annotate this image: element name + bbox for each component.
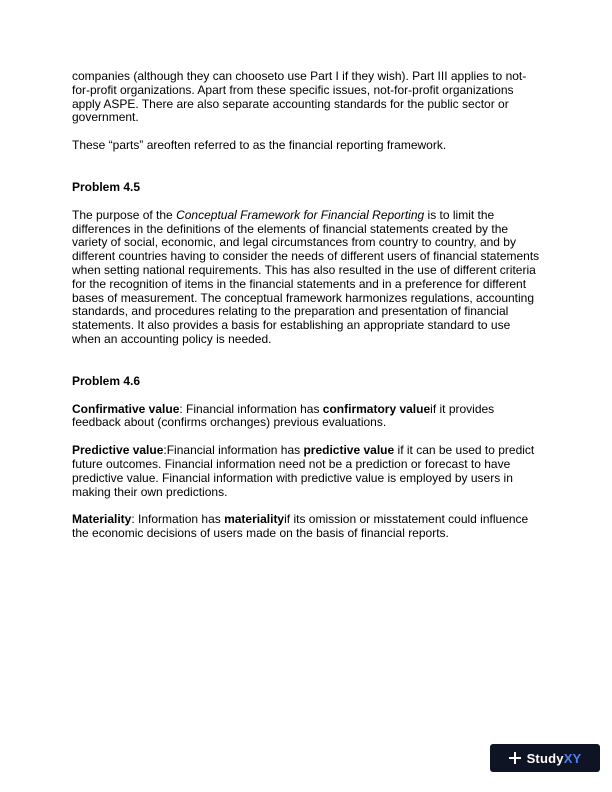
intro-paragraph-2: These “parts” areoften referred to as the financial reporting framework. <box>72 138 447 153</box>
predictive-text-1: :Financial information has <box>163 443 304 458</box>
problem-4-5-heading: Problem 4.5 <box>72 179 141 194</box>
predictive-value-paragraph <box>72 444 540 499</box>
logo-text-main: Study <box>526 750 564 766</box>
predictive-term: Predictive value <box>72 443 164 458</box>
problem-4-5-paragraph <box>72 209 540 347</box>
studyxy-logo <box>490 744 600 772</box>
materiality-text-2: if its omission or misstatement could influence the economic decisions of users made on the basis of financial reports. <box>72 512 529 541</box>
materiality-term: Materiality <box>72 512 132 527</box>
materiality-text-1: : Information has <box>131 512 225 527</box>
confirmative-text-2: if it provides feedback about (confirms orchanges) previous evaluations. <box>72 401 495 430</box>
plus-icon <box>509 752 521 764</box>
confirmative-term: Confirmative value <box>72 401 180 416</box>
confirmative-text-1: : Financial information has <box>179 401 323 416</box>
intro-paragraph-1: companies (although they can chooseto use Part I if they wish). Part III applies to not-for-profit organizations. Apart from these specific issues, not-for-profit organizations apply ASPE. There are also separate accounting standards for the public sector or government. <box>72 69 527 125</box>
logo-text <box>527 751 582 766</box>
problem-4-5-italic-title: Conceptual Framework for Financial Reporting <box>176 207 425 222</box>
document-body <box>72 70 540 541</box>
confirmative-bold: confirmatory value <box>322 401 431 416</box>
problem-4-6-heading: Problem 4.6 <box>72 373 141 388</box>
confirmative-value-paragraph <box>72 403 540 431</box>
predictive-bold: predictive value <box>303 443 395 458</box>
logo-text-accent: XY <box>563 750 582 766</box>
predictive-text-2: if it can be used to predict future outcomes. Financial information need not be a prediction or forecast to have predictive value. Financial information with predictive value is employed by users in making their own predictions. <box>72 443 535 499</box>
problem-4-5-text-before: The purpose of the <box>72 207 177 222</box>
materiality-bold: materiality <box>224 512 285 527</box>
problem-4-5-text-after: is to limit the differences in the definitions of the elements of financial statements created by the variety of social, economic, and legal circumstances from country to country, and by different countries having to consider the needs of different users of financial statements when setting national requirements. This has also resulted in the use of different criteria for the recognition of items in the financial statements and in a preference for different bases of measurement. The conceptual framework harmonizes regulations, accounting standards, and procedures relating to the preparation and presentation of financial statements. It also provides a basis for establishing an appropriate standard to use when an accounting policy is needed. <box>72 207 540 346</box>
materiality-paragraph <box>72 513 540 541</box>
